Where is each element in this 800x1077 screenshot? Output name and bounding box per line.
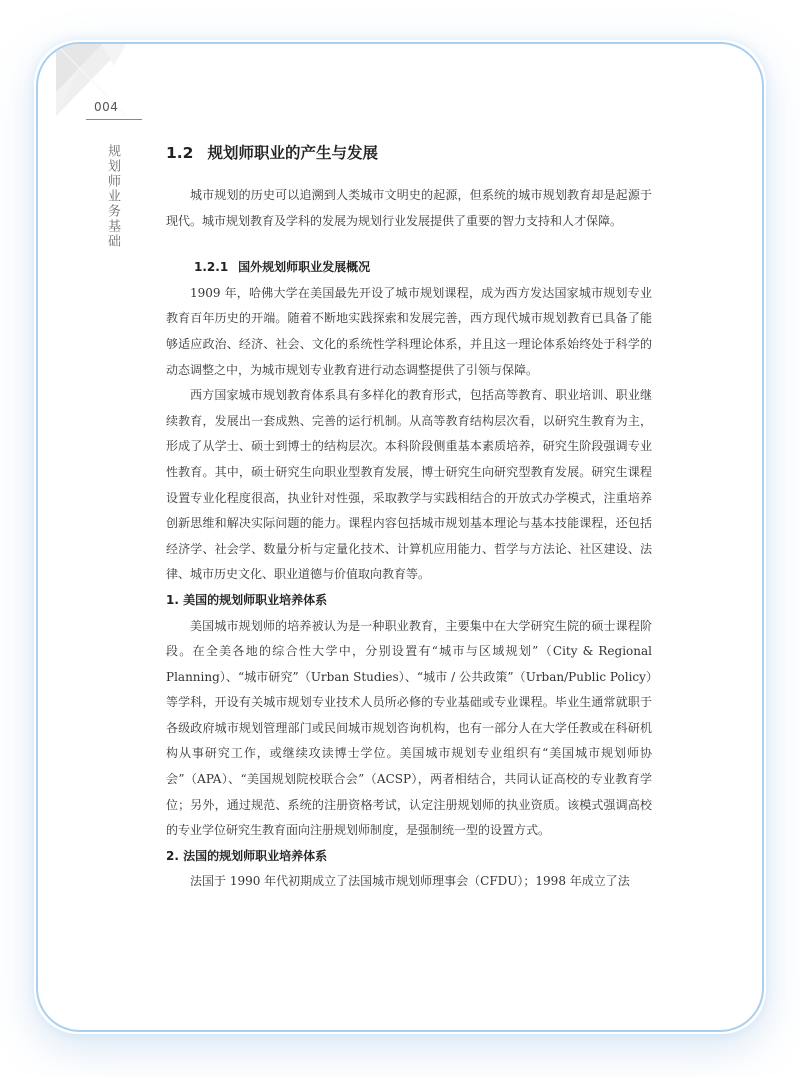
section-title: 规划师职业的产生与发展 (207, 144, 378, 162)
body-paragraph: 1909 年，哈佛大学在美国最先开设了城市规划课程，成为西方发达国家城市规划专业教育百年历史的开端。随着不断地实践探索和发展完善，西方现代城市规划教育已具备了能够适应政治、经济、社会、文化的系统性学科理论体系，并且这一理论体系始终处于科学的动态调整之中，为城市规划专业教育进行动态调整提供了引领与保障。 (166, 285, 652, 377)
subsection-heading (166, 255, 652, 281)
usa-paragraph: 美国城市规划师的培养被认为是一种职业教育，主要集中在大学研究生院的硕士课程阶段。在全美各地的综合性大学中，分别设置有“城市与区域规划”（City & Regional Planning）、“城市研究”（Urban Studies）、“城市 / 公共政策”（Urban/Public Policy）等学科，开设有关城市规划专业技术人员所必修的专业基础或专业课程。毕业生通常就职于各级政府城市规划管理部门或民间城市规划咨询机构，也有一部分人在大学任教或在科研机构从事研究工作，或继续攻读博士学位。美国城市规划专业组织有“美国城市规划师协会”（APA）、“美国规划院校联合会”（ACSP），两者相结合，共同认证高校的专业教育学位；另外，通过规范、系统的注册资格考试，认定注册规划师的执业资质。该模式强调高校的专业学位研究生教育面向注册规划师制度，是强制统一型的设置方式。 (166, 618, 652, 838)
section-intro-paragraph: 城市规划的历史可以追溯到人类城市文明史的起源，但系统的城市规划教育却是起源于现代。城市规划教育及学科的发展为规划行业发展提供了重要的智力支持和人才保障。 (166, 188, 652, 228)
subsection-number: 1.2.1 (194, 260, 229, 275)
page-number: 004 (94, 100, 119, 114)
running-head: 规划师业务基础 (105, 144, 120, 249)
page-card (36, 42, 764, 1032)
section-heading (166, 140, 652, 166)
subsection-title: 国外规划师职业发展概况 (238, 260, 371, 275)
page-number-rule (86, 119, 142, 120)
france-heading: 2. 法国的规划师职业培养体系 (166, 848, 328, 863)
page-content (166, 140, 652, 895)
section-number: 1.2 (166, 144, 194, 162)
france-paragraph: 法国于 1990 年代初期成立了法国城市规划师理事会（CFDU）；1998 年成立了法 (190, 874, 630, 889)
usa-heading: 1. 美国的规划师职业培养体系 (166, 592, 328, 607)
body-paragraph: 西方国家城市规划教育体系具有多样化的教育形式，包括高等教育、职业培训、职业继续教育，发展出一套成熟、完善的运行机制。从高等教育结构层次看，以研究生教育为主，形成了从学士、硕士到博士的结构层次。本科阶段侧重基本素质培养，研究生阶段强调专业性教育。其中，硕士研究生向职业型教育发展，博士研究生向研究型教育发展。研究生课程设置专业化程度很高，执业针对性强，采取教学与实践相结合的开放式办学模式，注重培养创新思维和解决实际问题的能力。课程内容包括城市规划基本理论与基本技能课程，还包括经济学、社会学、数量分析与定量化技术、计算机应用能力、哲学与方法论、社区建设、法律、城市历史文化、职业道德与价值取向教育等。 (166, 388, 652, 582)
